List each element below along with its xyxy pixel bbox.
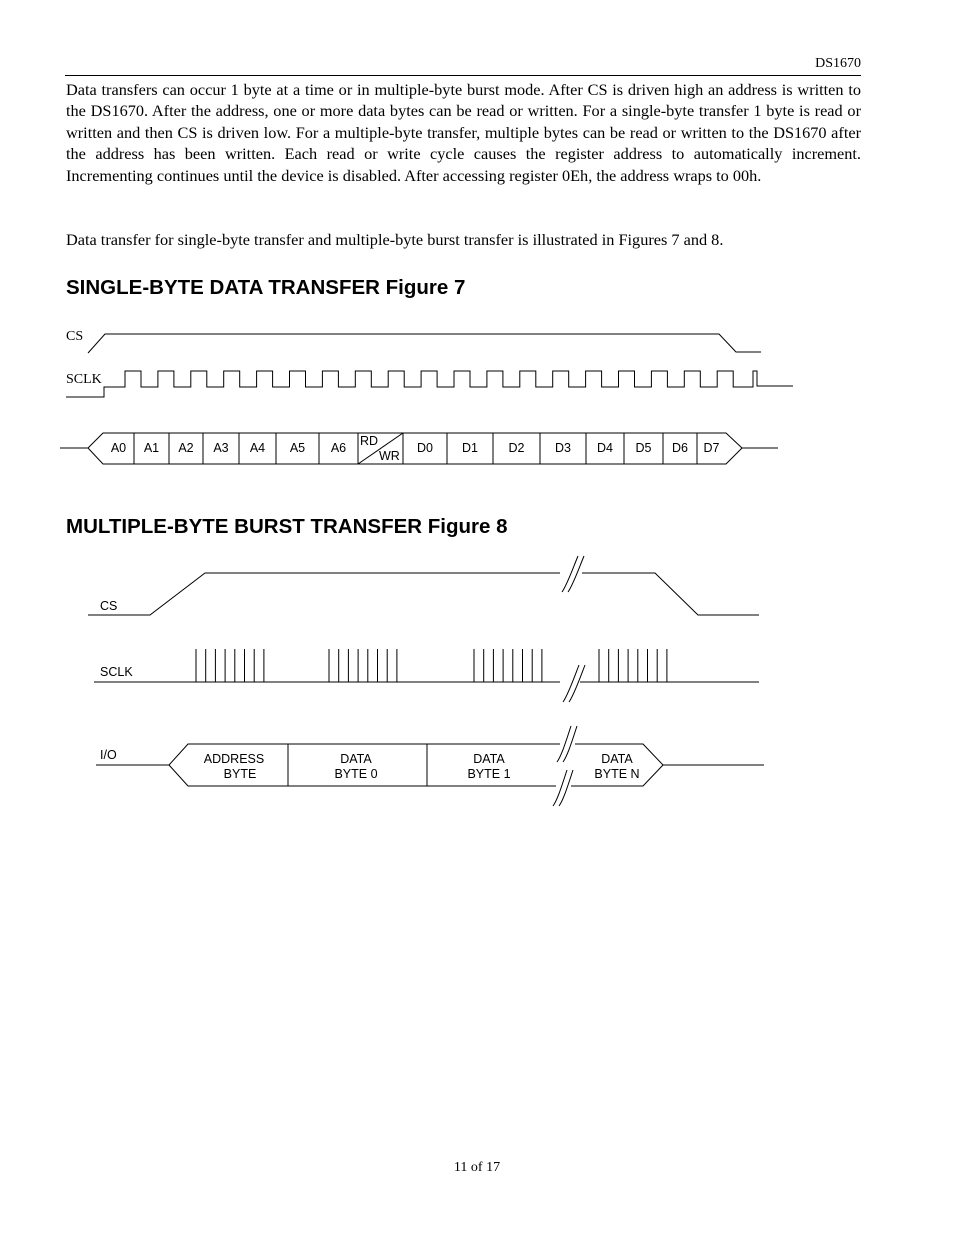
fig8-cs-label: CS [100, 599, 118, 613]
fig7-cell-a5: A5 [289, 441, 306, 455]
fig7-cell-d2: D2 [508, 441, 525, 455]
fig7-cell-a0: A0 [110, 441, 127, 455]
figure7-title: SINGLE-BYTE DATA TRANSFER [66, 276, 380, 299]
fig7-cell-d0: D0 [417, 441, 433, 455]
fig8-sclk-break-mark [563, 665, 585, 702]
fig7-cell-d7: D7 [703, 441, 720, 455]
fig8-cs-waveform-tail [582, 573, 759, 615]
fig7-cell-d3: D3 [555, 441, 571, 455]
paragraph-burst-mode: Data transfers can occur 1 byte at a time or in multiple-byte burst mode. After CS is driven high an address is written to the DS1670. After the address, one or more data bytes can be read or written. For a single-byte transfer 1 byte is read or written and then CS is driven low. For a multiple-byte transfer, multiple bytes can be read or written to the DS1670 after the address has been written. Each read or write cycle causes the register address to automatically increment. Incrementing continues until the device is disabled. After accessing register 0Eh, the address wraps to 00h. [66, 80, 861, 185]
page-number: 11 of 17 [453, 1160, 501, 1175]
fig8-data-byte0-line1: DATA [340, 752, 372, 766]
fig7-cell-d4: D4 [597, 441, 613, 455]
fig8-sclk-label: SCLK [100, 665, 133, 679]
figure8-number: Figure 8 [422, 515, 508, 538]
fig7-cell-a2: A2 [178, 441, 194, 455]
fig8-data-byte1-line2: BYTE 1 [467, 767, 511, 781]
figure8-title: MULTIPLE-BYTE BURST TRANSFER [66, 515, 423, 538]
fig7-cell-a1: A1 [143, 441, 160, 455]
fig7-cell-a3: A3 [213, 441, 229, 455]
fig8-cs-waveform [88, 573, 560, 615]
fig8-cs-break-mark [562, 556, 584, 592]
fig8-io-label: I/O [100, 748, 117, 762]
fig7-sclk-label: SCLK [66, 372, 102, 387]
fig7-cell-d5: D5 [635, 441, 652, 455]
fig8-data-byten-line2: BYTE N [594, 767, 640, 781]
fig8-data-byte1-line1: DATA [473, 752, 505, 766]
fig7-cell-a4: A4 [249, 441, 266, 455]
fig7-cell-a6: A6 [330, 441, 347, 455]
fig7-wr-label: WR [379, 449, 400, 463]
document-id: DS1670 [815, 56, 861, 71]
fig8-address-byte-line1: ADDRESS [203, 752, 265, 766]
fig8-io-break-mark-bottom [553, 770, 573, 806]
fig7-cell-d1: D1 [462, 441, 478, 455]
paragraph-figure-reference: Data transfer for single-byte transfer and multiple-byte burst transfer is illustrated in Figures 7 and 8. [66, 230, 724, 249]
fig8-data-byte0-line2: BYTE 0 [334, 767, 378, 781]
fig7-cell-d6: D6 [672, 441, 688, 455]
fig8-address-byte-line2: BYTE [223, 767, 257, 781]
fig7-cs-label: CS [66, 329, 84, 344]
fig8-data-byten-line1: DATA [601, 752, 633, 766]
figure7-number: Figure 7 [379, 276, 466, 299]
fig7-rd-label: RD [360, 434, 379, 448]
